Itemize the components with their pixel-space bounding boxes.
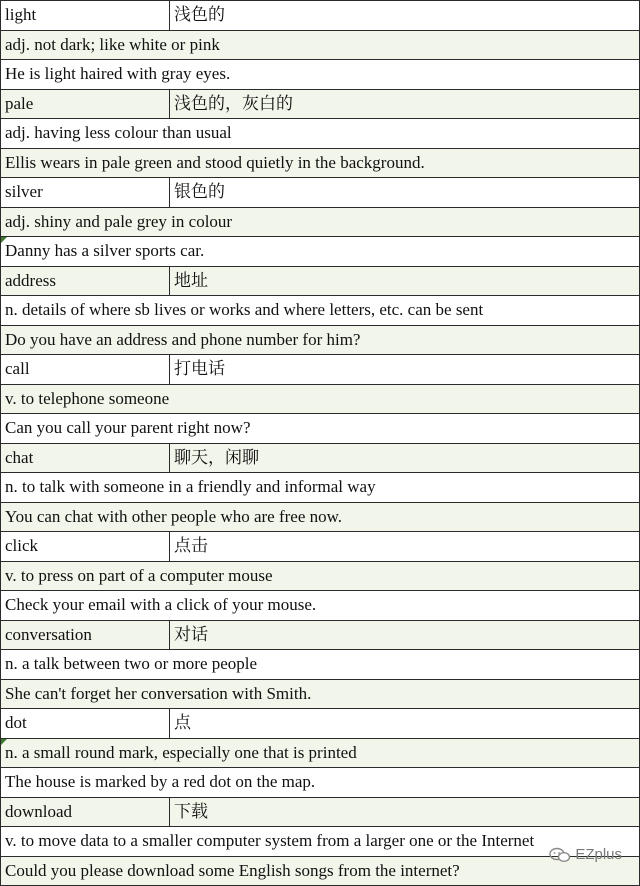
word-cell: download [1, 797, 170, 827]
example-cell: Do you have an address and phone number for him? [1, 325, 640, 355]
word-row [1, 797, 640, 827]
word-cell: dot [1, 709, 170, 739]
definition-cell: adj. shiny and pale grey in colour [1, 207, 640, 237]
word-row [1, 178, 640, 208]
definition-cell: n. details of where sb lives or works and where letters, etc. can be sent [1, 296, 640, 326]
definition-cell: n. to talk with someone in a friendly and informal way [1, 473, 640, 503]
vocabulary-body [1, 1, 640, 886]
translation-cell: 点 [170, 709, 640, 739]
word-row [1, 532, 640, 562]
word-row [1, 709, 640, 739]
word-cell: call [1, 355, 170, 385]
definition-cell: v. to telephone someone [1, 384, 640, 414]
word-row [1, 620, 640, 650]
example-cell: Ellis wears in pale green and stood quietly in the background. [1, 148, 640, 178]
example-row [1, 856, 640, 886]
watermark-text: EZplus [575, 846, 622, 863]
definition-row [1, 30, 640, 60]
wechat-icon [549, 847, 571, 863]
example-row [1, 148, 640, 178]
definition-row [1, 561, 640, 591]
word-cell: pale [1, 89, 170, 119]
example-row [1, 502, 640, 532]
definition-row [1, 119, 640, 149]
translation-cell: 浅色的 [170, 1, 640, 31]
example-cell: Danny has a silver sports car. [1, 237, 640, 267]
example-row [1, 414, 640, 444]
definition-cell: adj. having less colour than usual [1, 119, 640, 149]
example-cell: He is light haired with gray eyes. [1, 60, 640, 90]
definition-row [1, 296, 640, 326]
word-cell: click [1, 532, 170, 562]
word-row [1, 1, 640, 31]
definition-row [1, 827, 640, 857]
translation-cell: 银色的 [170, 178, 640, 208]
example-cell: Check your email with a click of your mouse. [1, 591, 640, 621]
example-cell: Could you please download some English songs from the internet? [1, 856, 640, 886]
word-cell: light [1, 1, 170, 31]
example-row [1, 325, 640, 355]
word-cell: chat [1, 443, 170, 473]
definition-row [1, 650, 640, 680]
watermark [549, 846, 622, 863]
translation-cell: 对话 [170, 620, 640, 650]
example-cell: Can you call your parent right now? [1, 414, 640, 444]
definition-row [1, 207, 640, 237]
word-cell: silver [1, 178, 170, 208]
definition-row [1, 473, 640, 503]
definition-cell: v. to press on part of a computer mouse [1, 561, 640, 591]
example-row [1, 591, 640, 621]
example-cell: You can chat with other people who are free now. [1, 502, 640, 532]
translation-cell: 打电话 [170, 355, 640, 385]
translation-cell: 聊天，闲聊 [170, 443, 640, 473]
example-row [1, 768, 640, 798]
definition-row [1, 384, 640, 414]
word-row [1, 443, 640, 473]
word-row [1, 89, 640, 119]
example-row [1, 679, 640, 709]
definition-cell: n. a talk between two or more people [1, 650, 640, 680]
translation-cell: 点击 [170, 532, 640, 562]
definition-cell: v. to move data to a smaller computer system from a larger one or the Internet [1, 827, 640, 857]
word-cell: conversation [1, 620, 170, 650]
translation-cell: 下载 [170, 797, 640, 827]
definition-row [1, 738, 640, 768]
definition-cell: n. a small round mark, especially one that is printed [1, 738, 640, 768]
word-cell: address [1, 266, 170, 296]
example-row [1, 237, 640, 267]
example-cell: The house is marked by a red dot on the map. [1, 768, 640, 798]
definition-cell: adj. not dark; like white or pink [1, 30, 640, 60]
example-cell: She can't forget her conversation with Smith. [1, 679, 640, 709]
example-row [1, 60, 640, 90]
word-row [1, 266, 640, 296]
translation-cell: 地址 [170, 266, 640, 296]
translation-cell: 浅色的，灰白的 [170, 89, 640, 119]
word-row [1, 355, 640, 385]
